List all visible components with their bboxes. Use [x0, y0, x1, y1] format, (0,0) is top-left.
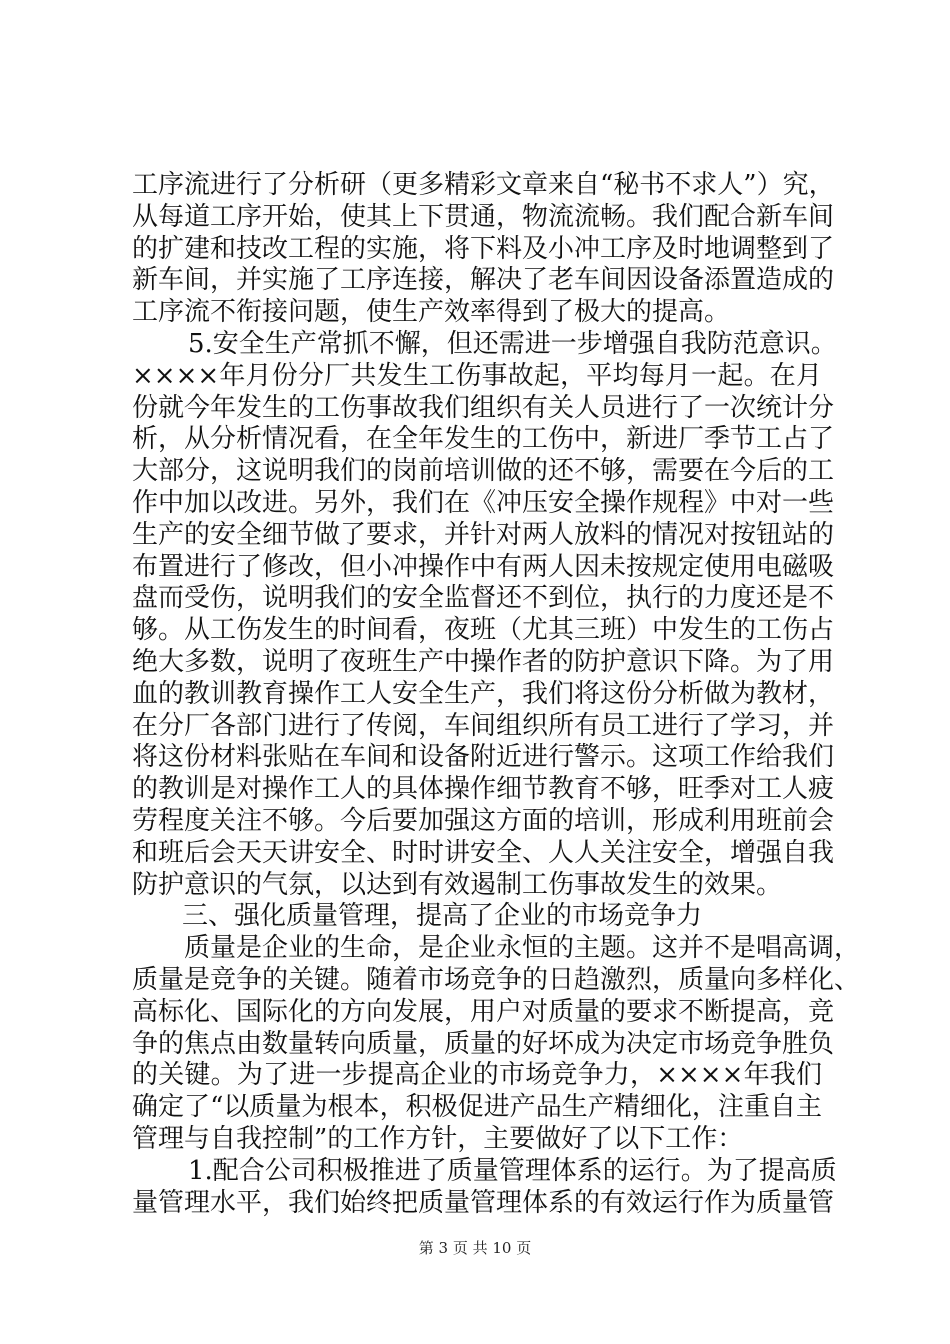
body-text-line: 防护意识的气氛，以达到有效遏制工伤事故发生的效果。: [132, 869, 783, 900]
body-text-line: 布置进行了修改，但小冲操作中有两人因未按规定使用电磁吸: [132, 551, 835, 582]
page-footer: 第 3 页 共 10 页: [418, 1239, 532, 1257]
body-text-line: 5.安全生产常抓不懈，但还需进一步增强自我防范意识。: [188, 329, 837, 359]
body-text-line: 和班后会天天讲安全、时时讲安全、人人关注安全，增强自我: [132, 837, 835, 868]
body-text-line: 质量是竞争的关键。随着市场竞争的日趋激烈，质量向多样化、: [132, 965, 861, 995]
body-text-line: 绝大多数，说明了夜班生产中操作者的防护意识下降。为了用: [132, 647, 835, 677]
body-text-line: 够。从工伤发生的时间看，夜班（尤其三班）中发生的工伤占: [132, 615, 835, 646]
body-text-line: 血的教训教育操作工人安全生产，我们将这份分析做为教材，: [132, 678, 835, 709]
body-text-line: 新车间，并实施了工序连接，解决了老车间因设备添置造成的: [132, 265, 835, 296]
body-text-line: ××××年月份分厂共发生工伤事故起，平均每月一起。在月: [132, 360, 822, 391]
body-text-line: 管理与自我控制”的工作方针，主要做好了以下工作：: [132, 1124, 744, 1154]
body-text-line: 将这份材料张贴在车间和设备附近进行警示。这项工作给我们: [132, 742, 835, 773]
body-text-line: 工序流进行了分析研（更多精彩文章来自“秘书不求人”）究，: [132, 170, 835, 200]
body-text-line: 争的焦点由数量转向质量，质量的好坏成为决定市场竞争胜负: [132, 1028, 835, 1059]
body-text-line: 劳程度关注不够。今后要加强这方面的培训，形成利用班前会: [132, 806, 835, 836]
section-heading: 三、强化质量管理，提高了企业的市场竞争力: [182, 901, 703, 932]
body-text-line: 份就今年发生的工伤事故我们组织有关人员进行了一次统计分: [132, 392, 835, 423]
body-text-line: 的教训是对操作工人的具体操作细节教育不够，旺季对工人疲: [132, 774, 835, 805]
body-text-line: 高标化、国际化的方向发展，用户对质量的要求不断提高，竞: [132, 996, 835, 1027]
body-text-line: 质量是企业的生命，是企业永恒的主题。这并不是唱高调，: [184, 933, 861, 964]
body-text-line: 在分厂各部门进行了传阅，车间组织所有员工进行了学习，并: [132, 710, 835, 741]
body-text-line: 生产的安全细节做了要求，并针对两人放料的情况对按钮站的: [132, 519, 835, 550]
body-text-line: 的扩建和技改工程的实施，将下料及小冲工序及时地调整到了: [132, 233, 835, 264]
body-text-line: 作中加以改进。另外，我们在《冲压安全操作规程》中对一些: [132, 488, 835, 518]
body-text-line: 的关键。为了进一步提高企业的市场竞争力，××××年我们: [132, 1060, 822, 1091]
body-text-line: 从每道工序开始，使其上下贯通，物流流畅。我们配合新车间: [132, 201, 835, 232]
body-text-line: 大部分，这说明我们的岗前培训做的还不够，需要在今后的工: [132, 456, 835, 487]
body-text-line: 析，从分析情况看，在全年发生的工伤中，新进厂季节工占了: [132, 424, 835, 455]
body-text-line: 盘而受伤，说明我们的安全监督还不到位，执行的力度还是不: [132, 583, 835, 614]
body-text-line: 确定了“以质量为根本，积极促进产品生产精细化，注重自主: [132, 1092, 822, 1123]
body-text-line: 量管理水平，我们始终把质量管理体系的有效运行作为质量管: [132, 1187, 835, 1218]
body-text-line: 1.配合公司积极推进了质量管理体系的运行。为了提高质: [188, 1155, 837, 1186]
body-text-line: 工序流不衔接问题，使生产效率得到了极大的提高。: [132, 297, 731, 328]
